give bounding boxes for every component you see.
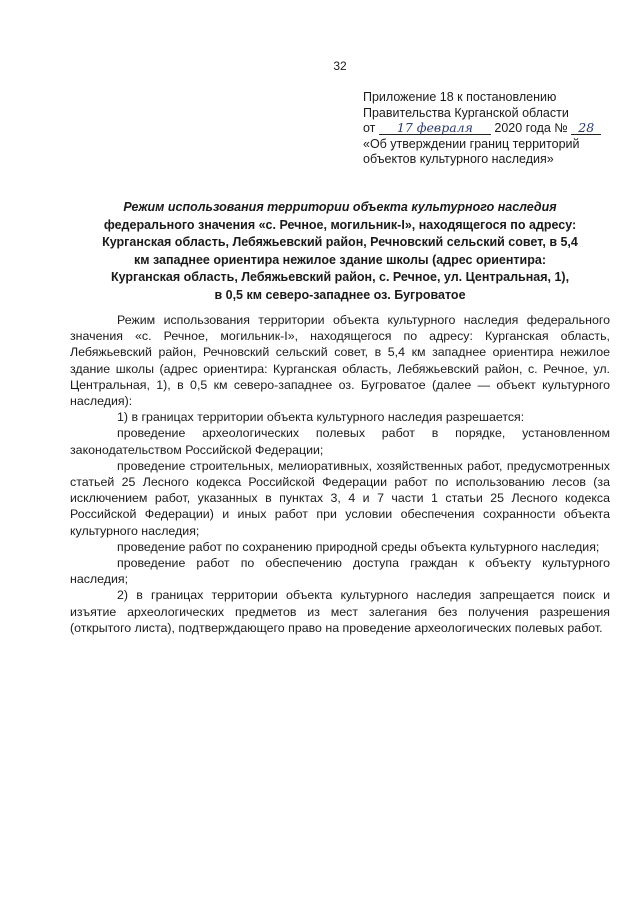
paragraph: проведение работ по обеспечению доступа граждан к объекту культурного наследия; xyxy=(70,556,610,587)
appendix-line-4: «Об утверждении границ территорий xyxy=(363,136,580,151)
title-line-5: Курганская область, Лебяжьевский район, с. Речное, ул. Центральная, 1), xyxy=(110,270,570,284)
title-line-3: Курганская область, Лебяжьевский район, Речновский сельский совет, в 5,4 xyxy=(102,235,578,249)
appendix-line-2: Правительства Курганской области xyxy=(363,105,569,120)
handwritten-date: 17 февраля xyxy=(379,121,491,135)
title-line-6: в 0,5 км северо-западнее оз. Бугроватое xyxy=(214,287,466,302)
title-line-2: федерального значения «с. Речное, могильник-I», находящегося по адресу: xyxy=(103,217,577,232)
document-title xyxy=(70,199,610,304)
appendix-line-1: Приложение 18 к постановлению xyxy=(363,90,557,104)
handwritten-number: 28 xyxy=(571,121,601,135)
appendix-from-prefix: от xyxy=(363,121,376,135)
paragraph: проведение археологических полевых работ в порядке, установленном законодательством Российской Федерации; xyxy=(70,426,610,457)
page-number: 32 xyxy=(333,59,347,73)
paragraph: 1) в границах территории объекта культурного наследия разрешается: xyxy=(117,410,525,425)
appendix-year-text: 2020 года № xyxy=(494,121,568,135)
title-line-4: км западнее ориентира нежилое здание школы (адрес ориентира: xyxy=(134,252,546,267)
paragraph: 2) в границах территории объекта культурного наследия запрещается поиск и изъятие археологических предметов из мест залегания без получения разрешения (открытого листа), подтверждающего право на проведение археологических полевых работ. xyxy=(70,588,610,635)
appendix-block xyxy=(363,90,613,168)
paragraph: Режим использования территории объекта культурного наследия федерального значения «с. Речное, могильник-I», находящегося по адресу: Курганская область, Лебяжьевский район, Речновский сельский совет, в 5,4 км западнее ориентира нежилое здание школы (адрес ориентира: Курганская область, Лебяжьевский район, с. Речное, ул. Центральная, 1), в 0,5 км северо-западнее оз. Бугроватое (далее — объект культурного наследия): xyxy=(70,313,610,409)
title-line-1: Режим использования территории объекта культурного наследия xyxy=(123,200,557,214)
paragraph: проведение строительных, мелиоративных, хозяйственных работ, предусмотренных статьей 25 Лесного кодекса Российской Федерации работ по использованию лесов (за исключением работ, указанных в пунктах 3, 4 и 7 части 1 статьи 25 Лесного кодекса Российской Федерации) и иных работ при условии обеспечения сохранности объекта культурного наследия; xyxy=(70,458,610,538)
appendix-line-5: объектов культурного наследия» xyxy=(363,152,554,166)
appendix-date-line xyxy=(363,121,613,137)
document-body xyxy=(70,312,610,636)
paragraph: проведение работ по сохранению природной среды объекта культурного наследия; xyxy=(117,539,600,554)
